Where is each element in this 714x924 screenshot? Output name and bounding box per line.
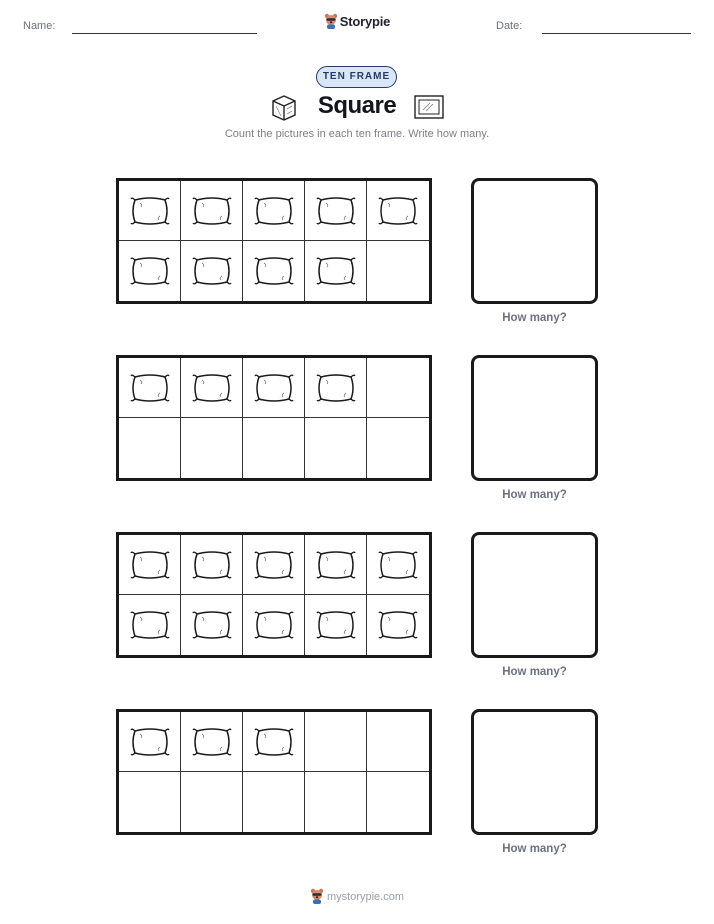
- ten-frame-cell: [181, 418, 243, 478]
- ten-frame-cell: [305, 772, 367, 832]
- pillow-icon: [315, 254, 357, 288]
- pillow-icon: [191, 548, 233, 582]
- footer-url[interactable]: mystorypie.com: [326, 891, 405, 903]
- instructions: Count the pictures in each ten frame. Write how many.: [224, 128, 490, 140]
- ten-frame-cell: [305, 358, 367, 418]
- ten-frame-cell: [367, 595, 429, 655]
- ten-frame-cell: [119, 712, 181, 772]
- pillow-icon: [191, 371, 233, 405]
- ten-frame-cell: [243, 535, 305, 595]
- name-label: Name:: [23, 20, 56, 32]
- ten-frame-cell: [181, 181, 243, 241]
- ten-frame-cell: [367, 772, 429, 832]
- answer-box[interactable]: [471, 532, 598, 658]
- pillow-icon: [315, 371, 357, 405]
- ten-frame-cell: [243, 595, 305, 655]
- how-many-label: How many?: [502, 666, 567, 678]
- ten-frame-cell: [243, 772, 305, 832]
- ten-frame-cell: [119, 241, 181, 301]
- pillow-icon: [129, 725, 171, 759]
- pillow-icon: [377, 608, 419, 642]
- pillow-icon: [253, 371, 295, 405]
- ten-frame-cell: [181, 241, 243, 301]
- ten-frame-cell: [367, 712, 429, 772]
- pillow-icon: [191, 608, 233, 642]
- ten-frame-cell: [181, 535, 243, 595]
- page-title: Square: [317, 92, 397, 119]
- pillow-icon: [191, 725, 233, 759]
- ten-frame-cell: [367, 535, 429, 595]
- ten-frame-cell: [181, 772, 243, 832]
- how-many-label: How many?: [502, 489, 567, 501]
- ten-frame-cell: [119, 358, 181, 418]
- pillow-icon: [129, 194, 171, 228]
- ten-frame-cell: [119, 535, 181, 595]
- pillow-icon: [191, 254, 233, 288]
- ten-frame-cell: [181, 358, 243, 418]
- ten-frame-cell: [243, 241, 305, 301]
- pillow-icon: [253, 254, 295, 288]
- ten-frame-cell: [119, 418, 181, 478]
- ten-frame-cell: [367, 358, 429, 418]
- worksheet-tag: TEN FRAME: [316, 66, 397, 88]
- ten-frame-cell: [305, 595, 367, 655]
- brand-logo: [0, 13, 714, 29]
- pillow-icon: [253, 548, 295, 582]
- date-line[interactable]: [542, 33, 691, 34]
- date-label: Date:: [496, 20, 523, 32]
- pillow-icon: [253, 608, 295, 642]
- pillow-icon: [377, 194, 419, 228]
- ten-frame-cell: [305, 181, 367, 241]
- ten-frame-cell: [119, 772, 181, 832]
- ten-frame-cell: [243, 712, 305, 772]
- pillow-icon: [129, 254, 171, 288]
- ten-frame: [116, 532, 432, 658]
- ten-frame-cell: [367, 181, 429, 241]
- ten-frame-cell: [243, 358, 305, 418]
- ten-frame-cell: [305, 418, 367, 478]
- pillow-icon: [253, 725, 295, 759]
- ten-frame-cell: [305, 241, 367, 301]
- pillow-icon: [253, 194, 295, 228]
- ten-frame-cell: [119, 181, 181, 241]
- ten-frame-cell: [181, 712, 243, 772]
- ten-frame-cell: [367, 241, 429, 301]
- answer-box[interactable]: [471, 178, 598, 304]
- pillow-icon: [129, 371, 171, 405]
- ten-frame: [116, 178, 432, 304]
- pillow-icon: [315, 608, 357, 642]
- pillow-icon: [191, 194, 233, 228]
- pillow-icon: [315, 548, 357, 582]
- brand-name: Storypie: [339, 14, 391, 29]
- pillow-icon: [377, 548, 419, 582]
- footer: [0, 888, 714, 904]
- ten-frame: [116, 709, 432, 835]
- pillow-icon: [129, 548, 171, 582]
- ten-frame-cell: [305, 712, 367, 772]
- answer-box[interactable]: [471, 355, 598, 481]
- ten-frame-cell: [119, 595, 181, 655]
- ten-frame-cell: [243, 418, 305, 478]
- name-line[interactable]: [72, 33, 257, 34]
- ten-frame-cell: [305, 535, 367, 595]
- ten-frame: [116, 355, 432, 481]
- ten-frame-cell: [181, 595, 243, 655]
- ten-frame-cell: [367, 418, 429, 478]
- pillow-icon: [129, 608, 171, 642]
- answer-box[interactable]: [471, 709, 598, 835]
- pillow-icon: [315, 194, 357, 228]
- how-many-label: How many?: [502, 843, 567, 855]
- square-frame-icon: [414, 95, 444, 119]
- how-many-label: How many?: [502, 312, 567, 324]
- ten-frame-cell: [243, 181, 305, 241]
- storypie-bear-icon: [310, 888, 324, 904]
- storypie-bear-icon: [324, 13, 338, 29]
